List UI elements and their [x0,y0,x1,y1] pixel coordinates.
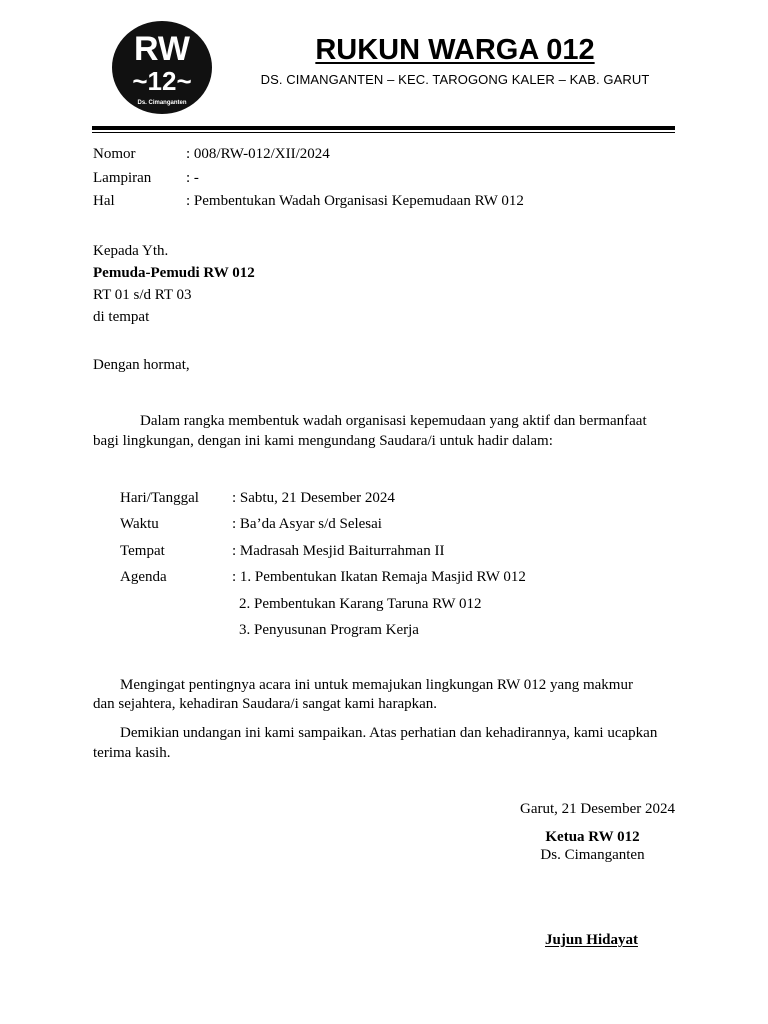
event-place-value: : Madrasah Mesjid Baiturrahman II [232,543,445,559]
lampiran-value: : - [186,170,199,186]
recipient-area: RT 01 s/d RT 03 [93,287,192,303]
nomor-value: : 008/RW-012/XII/2024 [186,146,330,162]
recipient-place: di tempat [93,309,150,325]
signatory-name: Jujun Hidayat [545,932,638,948]
event-date-value: : Sabtu, 21 Desember 2024 [232,490,395,506]
recipient-greeting: Kepada Yth. [93,243,169,259]
hal-value: : Pembentukan Wadah Organisasi Kepemudaan RW 012 [186,193,524,209]
intro-paragraph-line-2: bagi lingkungan, dengan ini kami mengundang Saudara/i untuk hadir dalam: [93,433,553,449]
logo-number-text: ~12~ [132,66,192,96]
letterhead-rule-thin [92,132,675,133]
salutation: Dengan hormat, [93,357,190,373]
organization-title: RUKUN WARGA 012 [315,34,595,66]
rw-012-logo [111,20,213,115]
agenda-item: : 1. Pembentukan Ikatan Remaja Masjid RW 012 [232,569,526,585]
signature-role: Ketua RW 012 [545,829,640,845]
agenda-item: 2. Pembentukan Karang Taruna RW 012 [239,596,482,612]
hal-label: Hal [93,193,115,209]
event-date-label: Hari/Tanggal [120,490,199,506]
signature-block [515,828,670,864]
letterhead-rule-thick [92,126,675,130]
organization-address: DS. CIMANGANTEN – KEC. TAROGONG KALER – KAB. GARUT [260,72,650,87]
agenda-item: 3. Penyusunan Program Kerja [239,622,419,638]
recipient-name: Pemuda-Pemudi RW 012 [93,265,255,281]
signature-village: Ds. Cimanganten [540,847,645,863]
closing-paragraph-2-line-2: terima kasih. [93,745,171,761]
logo-rw-text: RW [133,30,191,68]
event-place-label: Tempat [120,543,165,559]
closing-paragraph-1-line-2: dan sejahtera, kehadiran Saudara/i sangat kami harapkan. [93,696,438,712]
logo-village-text: Ds. Cimanganten [137,100,187,106]
event-time-label: Waktu [120,516,159,532]
closing-paragraph-1-line-1: Mengingat pentingnya acara ini untuk memajukan lingkungan RW 012 yang makmur [120,677,633,693]
event-time-value: : Ba’da Asyar s/d Selesai [232,516,382,532]
lampiran-label: Lampiran [93,170,152,186]
signature-date: Garut, 21 Desember 2024 [520,801,675,817]
nomor-label: Nomor [93,146,136,162]
closing-paragraph-2-line-1: Demikian undangan ini kami sampaikan. Atas perhatian dan kehadirannya, kami ucapkan [120,725,658,741]
intro-paragraph-line-1: Dalam rangka membentuk wadah organisasi kepemudaan yang aktif dan bermanfaat [140,413,647,429]
event-agenda-label: Agenda [120,569,167,585]
